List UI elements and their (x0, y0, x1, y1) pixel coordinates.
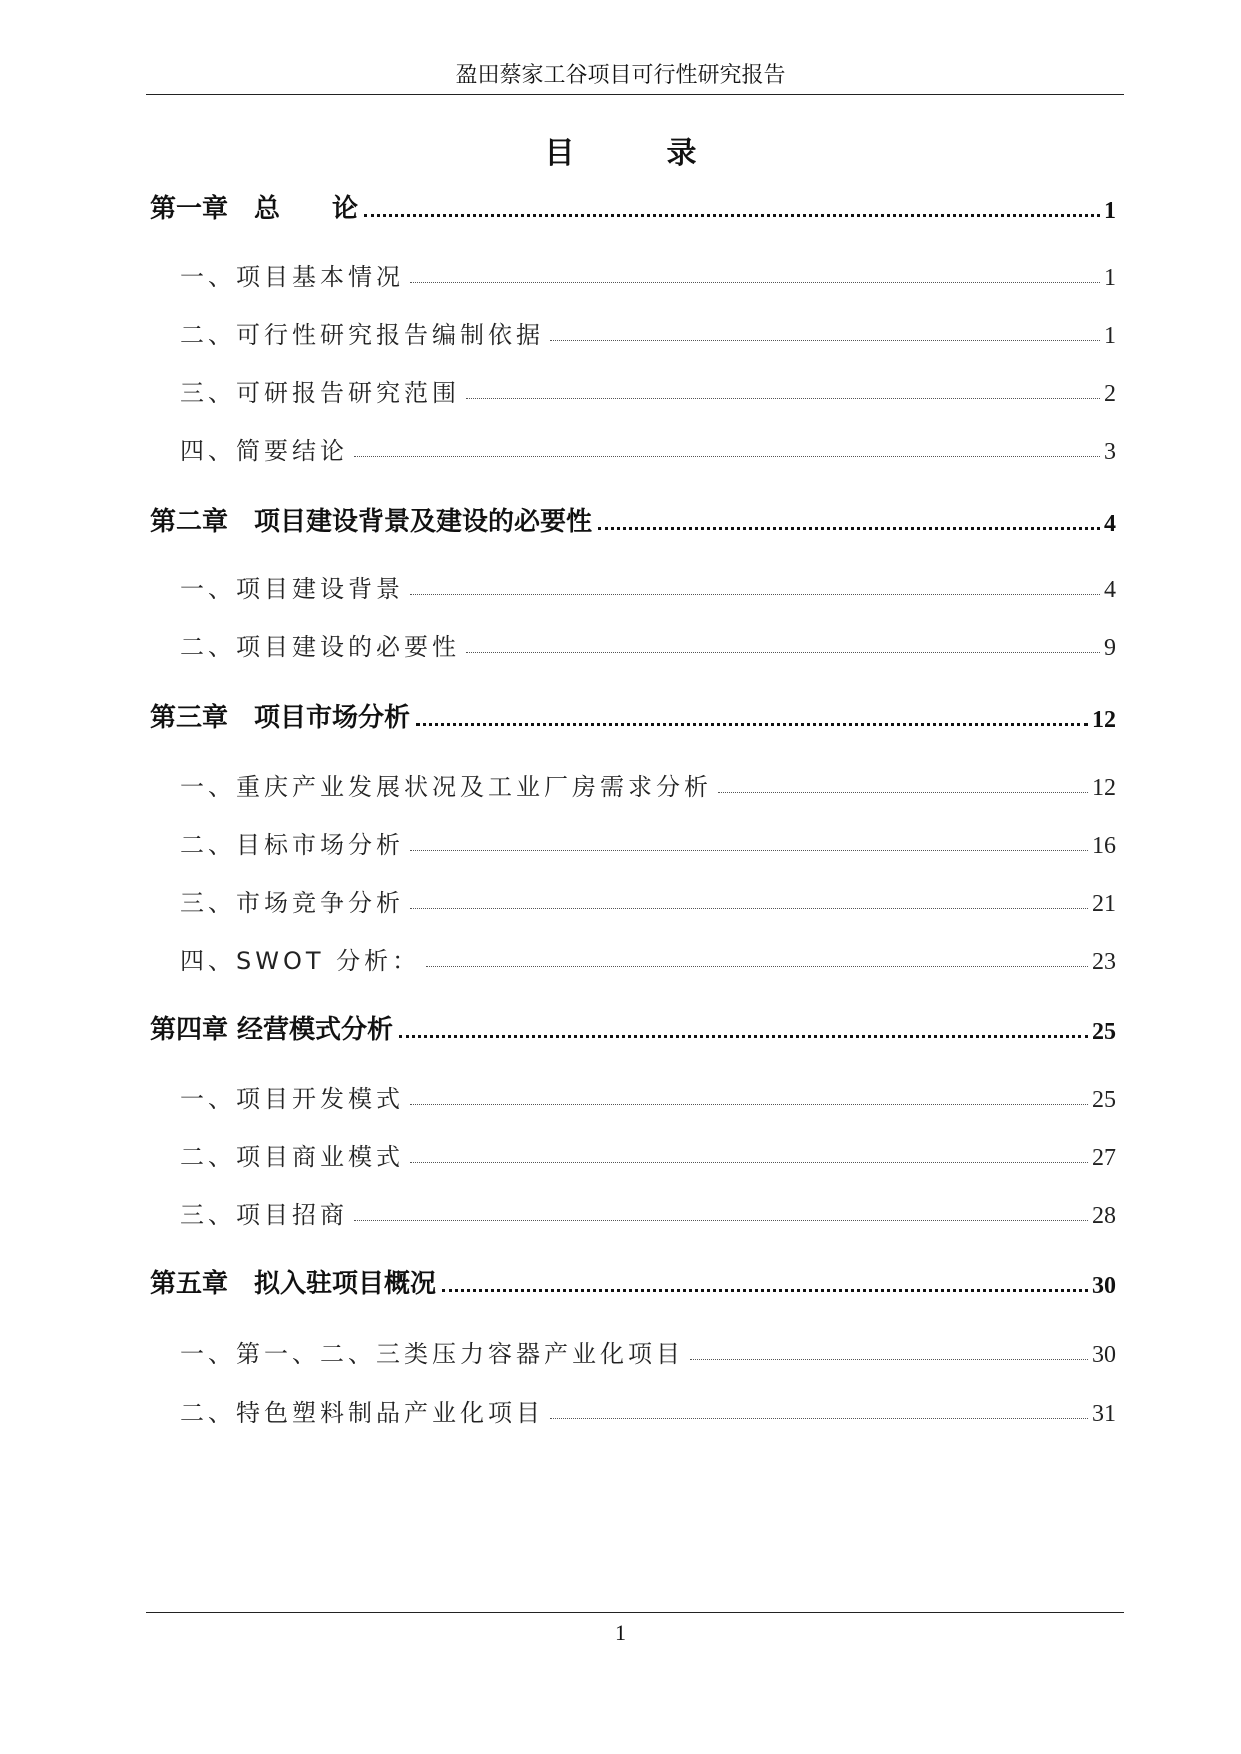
toc-section-entry[interactable] (150, 1074, 1116, 1114)
toc-entry-page: 25 (1092, 1019, 1116, 1045)
toc-entry-label: 第三章 项目市场分析 (150, 703, 411, 733)
dot-leader (364, 214, 1100, 217)
dot-leader (416, 723, 1088, 726)
toc-entry-page: 23 (1092, 949, 1116, 975)
toc-entry-label: 二、项目建设的必要性 (180, 633, 460, 661)
toc-entry-label: 一、第一、二、三类压力容器产业化项目 (180, 1340, 684, 1368)
dot-leader (598, 527, 1100, 530)
dot-leader (354, 456, 1100, 457)
toc-entry-page: 4 (1104, 511, 1116, 537)
toc-section-entry[interactable] (150, 368, 1116, 408)
toc-entry-label: 一、重庆产业发展状况及工业厂房需求分析 (180, 773, 712, 801)
toc-section-entry[interactable] (150, 252, 1116, 292)
toc-entry-page: 1 (1104, 198, 1116, 224)
dot-leader (410, 1162, 1088, 1163)
toc-entry-page: 12 (1092, 775, 1116, 801)
toc-entry-page: 28 (1092, 1203, 1116, 1229)
toc-entry-label: 一、项目建设背景 (180, 575, 404, 603)
toc-entry-page: 30 (1092, 1273, 1116, 1299)
dot-leader (550, 1418, 1088, 1419)
toc-section-entry[interactable] (150, 1329, 1116, 1369)
toc-entry-page: 30 (1092, 1342, 1116, 1368)
dot-leader (410, 594, 1100, 595)
toc-section-entry[interactable] (150, 310, 1116, 350)
header-divider (146, 94, 1124, 95)
toc-entry-label: 三、市场竞争分析 (180, 889, 404, 917)
toc-entry-label: 二、特色塑料制品产业化项目 (180, 1399, 544, 1427)
toc-entry-label: 第二章 项目建设背景及建设的必要性 (150, 507, 593, 537)
toc-section-entry[interactable] (150, 936, 1116, 976)
dot-leader (718, 792, 1088, 793)
toc-entry-page: 9 (1104, 635, 1116, 661)
toc-section-entry[interactable] (150, 1190, 1116, 1230)
toc-section-entry[interactable] (150, 762, 1116, 802)
toc-heading: 目录 (544, 136, 789, 171)
dot-leader (466, 398, 1100, 399)
dot-leader (690, 1359, 1088, 1360)
report-title: 盈田蔡家工谷项目可行性研究报告 (455, 63, 786, 88)
dot-leader (410, 282, 1100, 283)
page-number: 1 (615, 1620, 626, 1645)
toc-entry-page: 16 (1092, 833, 1116, 859)
toc-entry-page: 25 (1092, 1087, 1116, 1113)
dot-leader (442, 1289, 1088, 1292)
toc-entry-label: 二、可行性研究报告编制依据 (180, 321, 544, 349)
toc-chapter-entry[interactable] (150, 498, 1116, 538)
toc-section-entry[interactable] (150, 564, 1116, 604)
toc-entry-page: 1 (1104, 323, 1116, 349)
toc-section-entry[interactable] (150, 426, 1116, 466)
toc-entry-page: 4 (1104, 577, 1116, 603)
toc-entry-label: 二、目标市场分析 (180, 831, 404, 859)
toc-entry-page: 27 (1092, 1145, 1116, 1171)
toc-chapter-entry[interactable] (150, 694, 1116, 734)
dot-leader (426, 966, 1088, 967)
toc-section-entry[interactable] (150, 878, 1116, 918)
toc-entry-page: 2 (1104, 381, 1116, 407)
toc-entry-page: 31 (1092, 1401, 1116, 1427)
dot-leader (410, 908, 1088, 909)
toc-entry-label: 一、项目开发模式 (180, 1085, 404, 1113)
toc-chapter-entry[interactable] (150, 185, 1116, 225)
dot-leader (410, 850, 1088, 851)
toc-entry-label: 三、可研报告研究范围 (180, 379, 460, 407)
toc-entry-label: 二、项目商业模式 (180, 1143, 404, 1171)
toc-entry-label: 一、项目基本情况 (180, 263, 404, 291)
toc-chapter-entry[interactable] (150, 1260, 1116, 1300)
dot-leader (399, 1035, 1088, 1038)
toc-entry-label: 第四章 经营模式分析 (150, 1015, 394, 1045)
toc-entry-label: 第一章 总 论 (150, 194, 359, 224)
toc-section-entry[interactable] (150, 1388, 1116, 1428)
dot-leader (410, 1104, 1088, 1105)
toc-entry-label: 四、简要结论 (180, 437, 348, 465)
dot-leader (550, 340, 1100, 341)
footer-divider (146, 1612, 1124, 1613)
toc-section-entry[interactable] (150, 820, 1116, 860)
toc-entry-page: 21 (1092, 891, 1116, 917)
toc-section-entry[interactable] (150, 1132, 1116, 1172)
toc-entry-label: 三、项目招商 (180, 1201, 348, 1229)
toc-entry-label: 四、SWOT 分析： (180, 947, 421, 975)
toc-chapter-entry[interactable] (150, 1006, 1116, 1046)
toc-entry-page: 12 (1092, 707, 1116, 733)
dot-leader (354, 1220, 1088, 1221)
toc-entry-label: 第五章 拟入驻项目概况 (150, 1269, 437, 1299)
toc-entry-page: 3 (1104, 439, 1116, 465)
toc-entry-page: 1 (1104, 265, 1116, 291)
dot-leader (466, 652, 1100, 653)
toc-section-entry[interactable] (150, 622, 1116, 662)
